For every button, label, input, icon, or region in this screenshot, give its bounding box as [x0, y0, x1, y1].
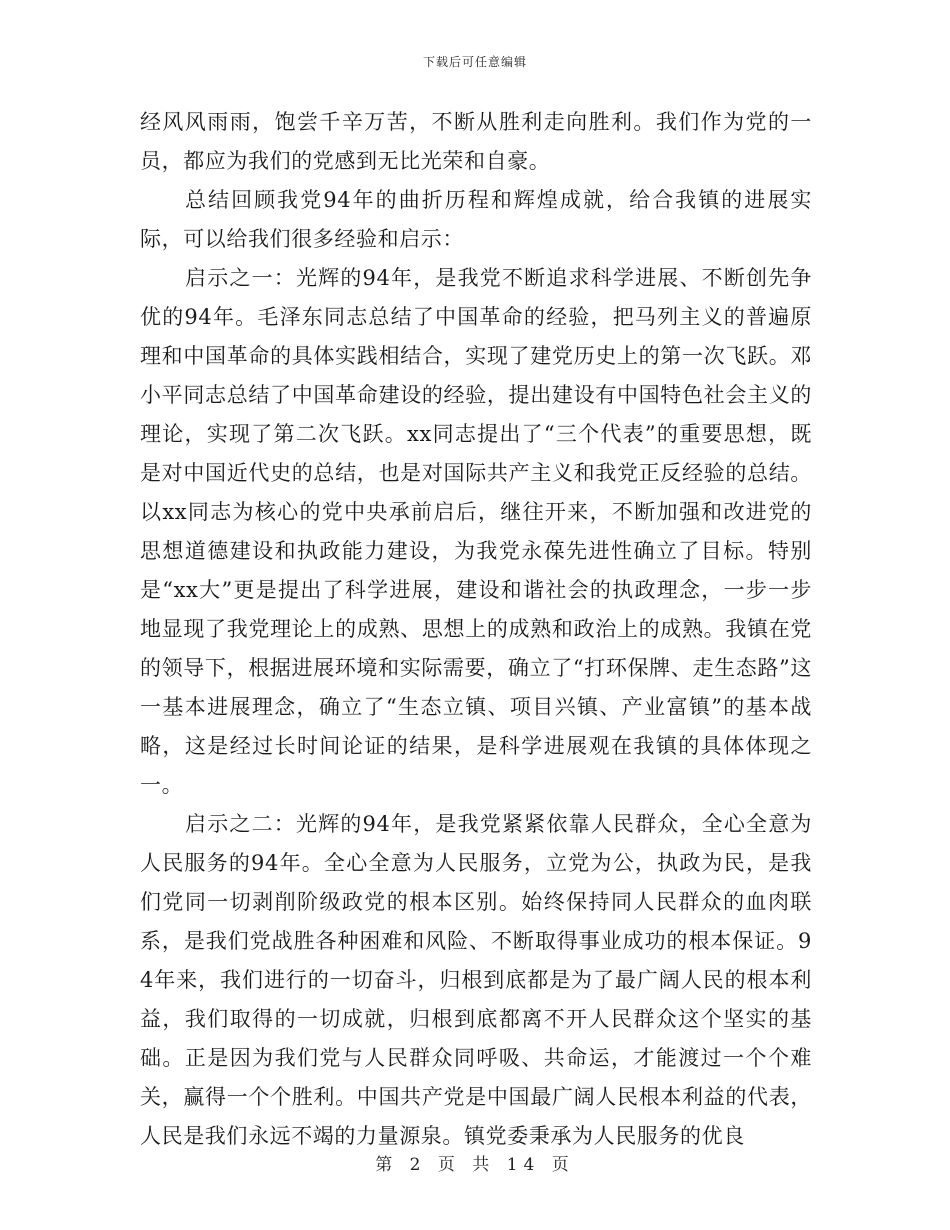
page-footer: 第 2 页 共 14 页: [375, 1155, 575, 1175]
document-body: [140, 103, 812, 1156]
paragraph-3: 启示之一：光辉的94年，是我党不断追求科学进展、不断创先争优的94年。毛泽东同志总结了中国革命的经验，把马列主义的普遍原理和中国革命的具体实践相结合，实现了建党历史上的第一次飞跃。邓小平同志总结了中国革命建设的经验，提出建设有中国特色社会主义的理论，实现了第二次飞跃。xx同志提出了“三个代表”的重要思想，既是对中国近代史的总结，也是对国际共产主义和我党正反经验的总结。以xx同志为核心的党中央承前启后，继往开来，不断加强和改进党的思想道德建设和执政能力建设，为我党永葆先进性确立了目标。特别是“xx大”更是提出了科学进展，建设和谐社会的执政理念，一步一步地显现了我党理论上的成熟、思想上的成熟和政治上的成熟。我镇在党的领导下，根据进展环境和实际需要，确立了“打环保牌、走生态路”这一基本进展理念，确立了“生态立镇、项目兴镇、产业富镇”的基本战略，这是经过长时间论证的结果，是科学进展观在我镇的具体体现之一。: [140, 266, 812, 797]
paragraph-1: 经风风雨雨，饱尝千辛万苦，不断从胜利走向胜利。我们作为党的一员，都应为我们的党感到无比光荣和自豪。: [140, 110, 812, 173]
page-header: 下载后可任意编辑: [422, 55, 527, 69]
paragraph-4: 启示之二：光辉的94年，是我党紧紧依靠人民群众，全心全意为人民服务的94年。全心全意为人民服务，立党为公，执政为民，是我们党同一切剥削阶级政党的根本区别。始终保持同人民群众的血肉联系，是我们党战胜各种困难和风险、不断取得事业成功的根本保证。94年来，我们进行的一切奋斗，归根到底都是为了最广阔人民的根本利益，我们取得的一切成就，归根到底都离不开人民群众这个坚实的基础。正是因为我们党与人民群众同呼吸、共命运，才能渡过一个个难关，赢得一个个胜利。中国共产党是中国最广阔人民根本利益的代表，人民是我们永远不竭的力量源泉。镇党委秉承为人民服务的优良: [140, 812, 812, 1148]
paragraph-2: 总结回顾我党94年的曲折历程和辉煌成就，给合我镇的进展实际，可以给我们很多经验和启示：: [140, 188, 812, 251]
